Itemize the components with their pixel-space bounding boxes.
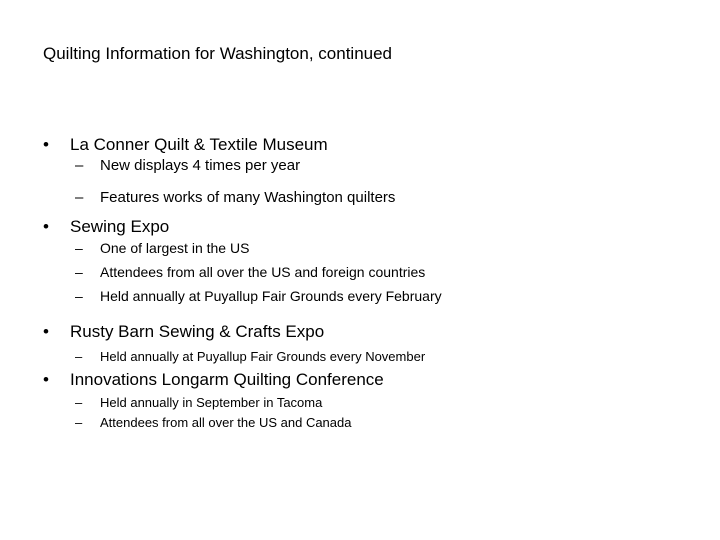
bullet-dot: • <box>43 217 49 236</box>
bullet-heading: Innovations Longarm Quilting Conference <box>70 370 384 389</box>
sub-item-text: One of largest in the US <box>100 240 250 256</box>
sub-item-text: Features works of many Washington quilters <box>100 189 396 206</box>
bullet-dot: • <box>43 322 49 341</box>
sub-item-text: Attendees from all over the US and foreign countries <box>100 264 426 280</box>
sub-item-text: Attendees from all over the US and Canada <box>100 415 352 430</box>
sub-item-text: Held annually in September in Tacoma <box>100 395 323 410</box>
dash: – <box>75 189 84 206</box>
dash: – <box>75 349 83 364</box>
bullet-dot: • <box>43 370 49 389</box>
dash: – <box>75 415 83 430</box>
slide-title: Quilting Information for Washington, continued <box>43 44 393 63</box>
dash: – <box>75 264 83 280</box>
bullet-heading: Sewing Expo <box>70 217 170 236</box>
bullet-heading: Rusty Barn Sewing & Crafts Expo <box>70 322 325 341</box>
dash: – <box>75 395 83 410</box>
dash: – <box>75 157 84 174</box>
sub-item-text: Held annually at Puyallup Fair Grounds every November <box>100 349 426 364</box>
sub-item-text: Held annually at Puyallup Fair Grounds every February <box>100 288 442 304</box>
bullet-dot: • <box>43 135 49 154</box>
dash: – <box>75 240 83 256</box>
bullet-heading: La Conner Quilt & Textile Museum <box>70 135 328 154</box>
sub-item-text: New displays 4 times per year <box>100 157 301 174</box>
dash: – <box>75 288 83 304</box>
